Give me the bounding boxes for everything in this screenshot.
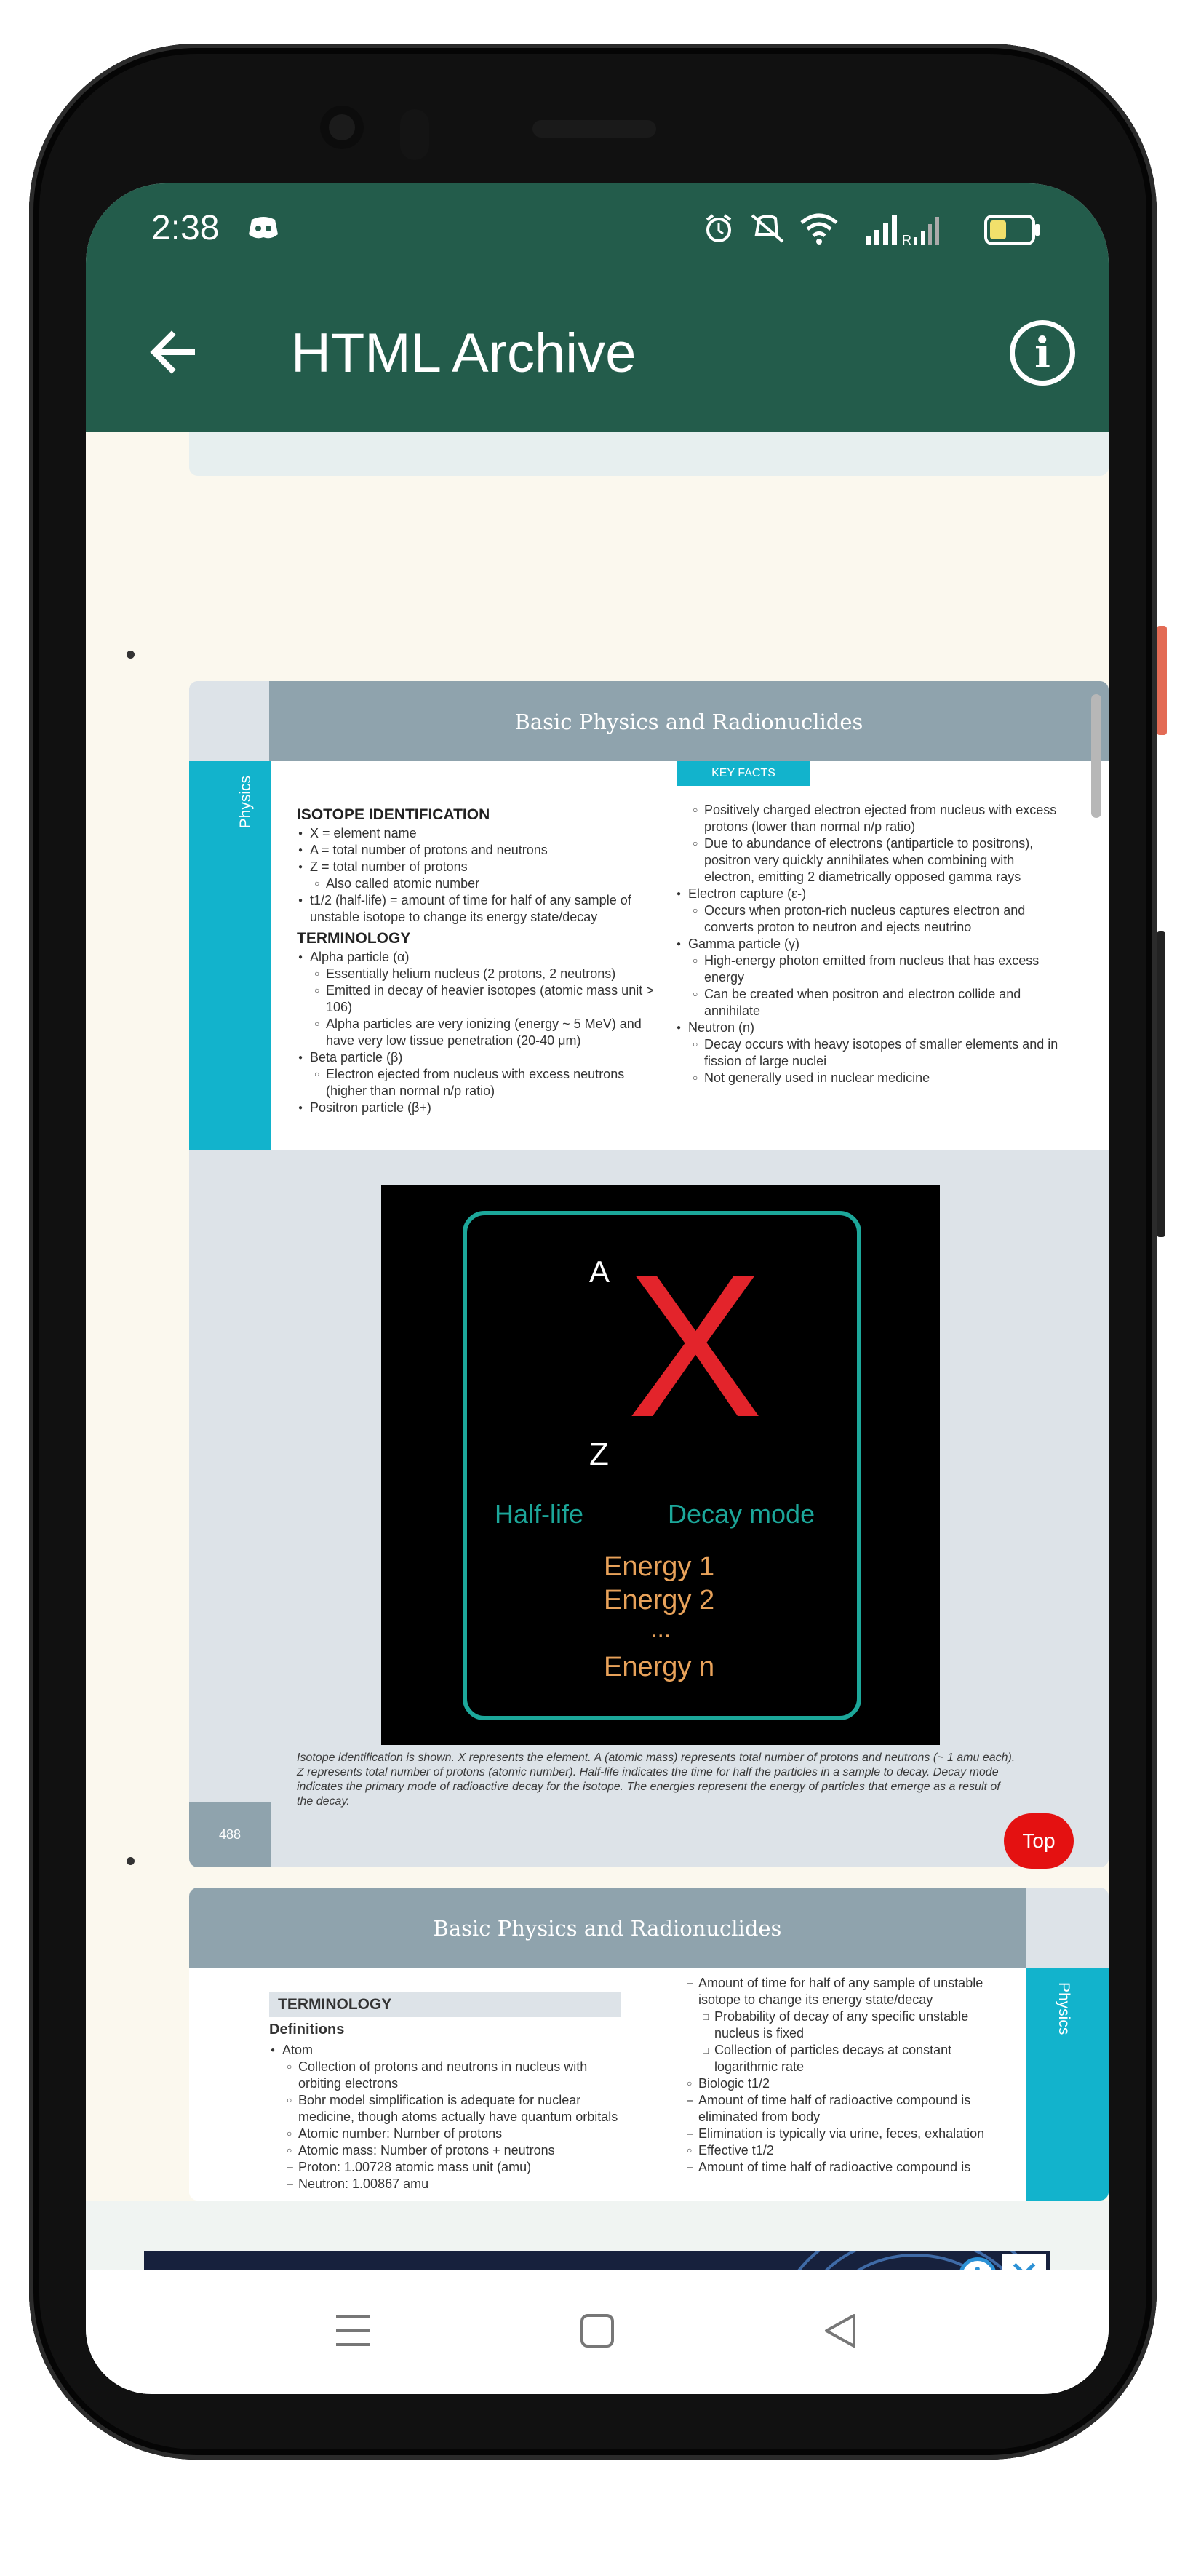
page-card-488 (189, 681, 1109, 1867)
key-facts-badge: KEY FACTS (677, 761, 810, 786)
list-item: Positron particle (β+) ● (298, 1100, 431, 1115)
list-marker: – (287, 2178, 293, 2190)
sensor (400, 109, 429, 160)
figure-caption: Isotope identification is shown. X represents the element. A (atomic mass) represents total number of protons and neutrons (~ 1 amu each). Z represents total number of protons (atomic number). Half-life indicates the time for half the particles in a sample to decay. Decay mode indicates the primary mode of radioactive decay for the isotope. The energies represent the energy of particles that emerge as a result of the decay. (297, 1752, 1016, 1808)
figure-label-z: Z (589, 1436, 609, 1472)
list-item: Occurs when proton-rich nucleus captures electron and converts proton to neutron and ejects neutrino ○ (693, 903, 1026, 934)
wifi-icon (799, 210, 839, 246)
list-marker: ○ (287, 2128, 292, 2139)
figure-energy-n: Energy n (604, 1652, 715, 1682)
section-heading: ISOTOPE IDENTIFICATION (297, 806, 490, 823)
list-marker: ○ (693, 989, 698, 999)
list-item: Positively charged electron ejected from nucleus with excess protons (lower than normal n/p ratio) ○ (693, 803, 1057, 834)
list-item: Bohr model simplification is adequate for nuclear medicine, though atoms actually have quantum orbitals ○ (287, 2093, 618, 2124)
list-item: Atomic number: Number of protons ○ (287, 2126, 503, 2141)
page-header: Basic Physics and Radionuclides (269, 681, 1109, 761)
list-item: X = element name ● (298, 826, 417, 840)
figure-energy-2: Energy 2 (604, 1585, 715, 1615)
list-marker: ○ (287, 2145, 292, 2155)
list-item: Elimination is typically via urine, feces, exhalation – (687, 2126, 985, 2141)
list-item: Amount of time for half of any sample of unstable isotope to change its energy state/decay – (687, 1976, 983, 2007)
left-column (297, 802, 661, 1116)
list-marker: ○ (687, 2078, 693, 2088)
side-tab (1026, 1968, 1109, 2201)
info-icon[interactable]: i (1010, 320, 1075, 386)
list-marker: ○ (314, 969, 320, 979)
list-marker: ● (298, 846, 303, 854)
list-item: Gamma particle (γ) ● (677, 937, 800, 951)
subsection-title: Definitions (269, 2022, 345, 2038)
list-item: Electron capture (ε-) ● (677, 886, 807, 901)
top-button[interactable]: Top (1004, 1813, 1074, 1869)
list-item: Proton: 1.00728 atomic mass unit (amu) – (287, 2160, 532, 2174)
list-item: Due to abundance of electrons (antiparticle to positrons), positron very quickly annihilates when combining with electron, emitting 2 diametrically opposed gamma rays ○ (693, 836, 1034, 884)
list-item: Amount of time half of radioactive compound is eliminated from body – (687, 2093, 971, 2124)
list-marker: – (687, 1977, 693, 1989)
earpiece-speaker (532, 120, 656, 138)
discord-icon (247, 214, 279, 240)
battery-icon (983, 214, 1042, 246)
figure-energy-1: Energy 1 (604, 1551, 715, 1582)
list-marker: ○ (287, 2095, 292, 2105)
list-item: Essentially helium nucleus (2 protons, 2 neutrons) ○ (314, 966, 616, 981)
archive-content[interactable] (86, 432, 1109, 2201)
recents-icon[interactable] (333, 2311, 372, 2350)
home-icon[interactable] (578, 2311, 617, 2350)
list-marker: ● (677, 890, 682, 898)
list-marker: – (687, 2128, 693, 2140)
list-item: Also called atomic number ○ (314, 876, 480, 891)
list-marker: ● (298, 953, 303, 961)
app-bar (86, 272, 1109, 432)
section-heading: TERMINOLOGY (297, 930, 411, 947)
alarm-icon (703, 212, 735, 245)
power-button (1157, 626, 1167, 735)
list-marker: ● (298, 830, 303, 838)
right-column (675, 802, 1068, 1086)
list-item: Z = total number of protons ● (298, 859, 468, 874)
list-marker: □ (703, 2045, 709, 2056)
list-item: Can be created when positron and electron collide and annihilate ○ (693, 987, 1021, 1018)
key-facts-text (271, 761, 1109, 1150)
arrow-left-icon[interactable] (144, 323, 202, 381)
list-item: Biologic t1/2 ○ (687, 2076, 770, 2091)
list-marker: ● (298, 1104, 303, 1112)
navigation-bar (86, 2270, 1109, 2394)
list-marker: ● (298, 897, 303, 905)
side-tab-label: Physics (1056, 1982, 1072, 2035)
previous-page-edge (189, 432, 1109, 476)
list-item: Probability of decay of any specific unstable nucleus is fixed □ (703, 2009, 969, 2040)
isotope-figure (381, 1185, 940, 1745)
volume-button (1157, 931, 1165, 1237)
list-marker: ○ (693, 1073, 698, 1083)
left-column (269, 2042, 626, 2193)
list-item: Amount of time half of radioactive compound is – (687, 2160, 971, 2174)
list-item: Beta particle (β) ● (298, 1050, 403, 1065)
list-marker: ● (298, 1054, 303, 1062)
list-marker: ○ (314, 1069, 320, 1079)
list-item: Decay occurs with heavy isotopes of smaller elements and in fission of large nuclei ○ (693, 1037, 1058, 1068)
list-item: Alpha particle (α) ● (298, 950, 410, 964)
list-marker: ● (677, 940, 682, 948)
list-marker: ○ (314, 985, 320, 995)
list-marker: □ (703, 2011, 709, 2022)
list-marker: ○ (314, 1019, 320, 1029)
list-bullet (127, 651, 135, 659)
list-marker: ○ (693, 905, 698, 915)
list-item: Collection of protons and neutrons in nucleus with orbiting electrons ○ (287, 2059, 588, 2091)
figure-ellipsis: ... (650, 1615, 671, 1643)
list-item: Neutron: 1.00867 amu – (287, 2177, 429, 2191)
list-marker: – (287, 2161, 293, 2174)
list-marker: ● (271, 2046, 276, 2054)
list-item: Electron ejected from nucleus with excess neutrons (higher than normal n/p ratio) ○ (314, 1067, 625, 1098)
app-title: HTML Archive (291, 322, 637, 384)
list-marker: ○ (287, 2062, 292, 2072)
right-column (669, 1975, 1011, 2176)
status-bar (86, 183, 1109, 272)
front-camera (320, 106, 364, 149)
list-marker: ○ (687, 2145, 693, 2155)
list-item: High-energy photon emitted from nucleus that has excess energy ○ (693, 953, 1040, 985)
list-marker: – (687, 2094, 693, 2107)
list-item: Not generally used in nuclear medicine ○ (693, 1070, 930, 1085)
list-item: Alpha particles are very ionizing (energy ~ 5 MeV) and have very low tissue penetration (20-40 μm) ○ (314, 1017, 642, 1048)
list-marker: ● (298, 863, 303, 871)
figure-half-life: Half-life (495, 1499, 584, 1529)
list-item: Neutron (n) ● (677, 1020, 755, 1035)
mute-icon (748, 211, 789, 246)
page-number: 488 (189, 1802, 271, 1867)
list-item: Atom ● (271, 2043, 314, 2057)
page-header: Basic Physics and Radionuclides (189, 1888, 1026, 1968)
phone-screen (86, 183, 1109, 2394)
page-card-next (189, 1888, 1109, 2201)
list-marker: – (687, 2161, 693, 2174)
list-item: A = total number of protons and neutrons ● (298, 843, 548, 857)
back-triangle-icon[interactable] (821, 2311, 860, 2350)
list-marker: ○ (693, 955, 698, 966)
list-bullet (127, 1857, 135, 1865)
section-title: TERMINOLOGY (269, 1992, 621, 2017)
list-item: t1/2 (half-life) = amount of time for half of any sample of unstable isotope to change its energy state/decay ● (298, 893, 631, 924)
scrollbar-thumb[interactable] (1091, 694, 1101, 818)
list-marker: ● (677, 1024, 682, 1032)
figure-element-x: X (627, 1233, 763, 1460)
list-marker: ○ (693, 838, 698, 848)
side-tab (189, 761, 271, 1150)
side-tab-label: Physics (237, 776, 254, 829)
terminology-text (189, 1968, 1026, 2201)
svg-text:R: R (902, 233, 911, 247)
figure-decay-mode: Decay mode (668, 1499, 815, 1529)
list-item: Emitted in decay of heavier isotopes (atomic mass unit > 106) ○ (314, 983, 654, 1014)
figure-label-a: A (589, 1255, 610, 1289)
list-item: Effective t1/2 ○ (687, 2143, 774, 2158)
status-time: 2:38 (151, 209, 220, 247)
list-marker: ○ (314, 878, 320, 889)
list-marker: ○ (693, 805, 698, 815)
list-item: Collection of particles decays at constant logarithmic rate □ (703, 2043, 952, 2074)
list-marker: ○ (693, 1039, 698, 1049)
list-item: Atomic mass: Number of protons + neutrons ○ (287, 2143, 555, 2158)
signal-icon (864, 214, 944, 247)
